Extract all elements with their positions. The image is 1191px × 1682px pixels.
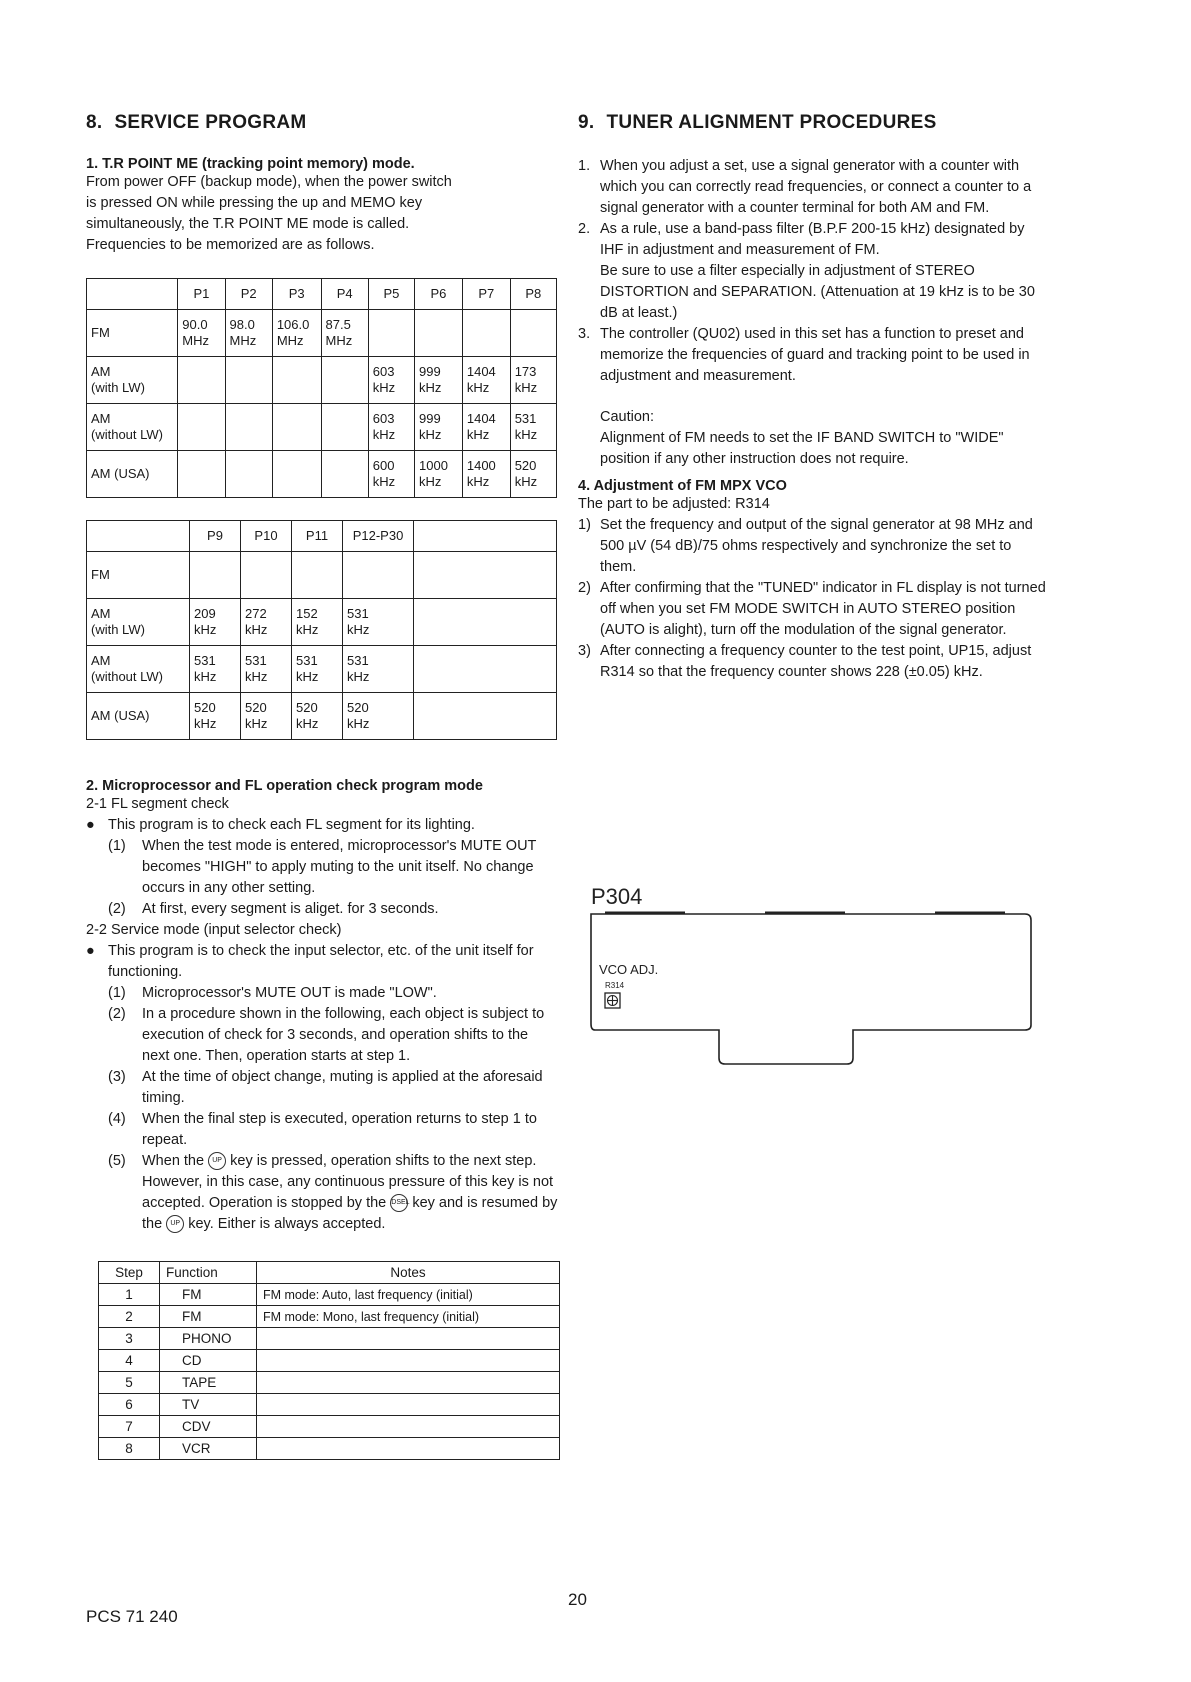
frequency-cell — [225, 451, 272, 498]
cell-unit: kHz — [514, 380, 538, 395]
cell-value: 531 — [194, 653, 216, 668]
frequency-cell — [241, 552, 292, 599]
model-number: PCS 71 240 — [86, 1607, 178, 1626]
section-9-title: 9. TUNER ALIGNMENT PROCEDURES — [578, 112, 937, 133]
dsel-key-icon: DSEL — [390, 1194, 408, 1212]
frequency-cell — [225, 357, 272, 404]
table-row — [99, 1350, 560, 1372]
bullet-icon: ● — [86, 943, 95, 959]
frequency-cell — [272, 404, 321, 451]
cell-value: 603 — [372, 364, 395, 379]
step-function: PHONO — [160, 1328, 257, 1350]
list-item: (2) In a procedure shown in the following, each object is subject to execution of check for 3 seconds, and operation shifts to the next one. Then, operation starts at step 1. — [108, 1006, 545, 1064]
list-item: (1) When the test mode is entered, microprocessor's MUTE OUT becomes "HIGH" to apply muting to the unit itself. No change occurs in any other setting. — [108, 838, 537, 896]
bullet-icon: ● — [86, 817, 95, 833]
row-label — [87, 552, 190, 599]
cell-value: 209 — [194, 606, 216, 621]
step-function: FM — [160, 1284, 257, 1306]
list-item: (1) Microprocessor's MUTE OUT is made "LOW". — [108, 985, 437, 1001]
row-label-line: (without LW) — [91, 669, 163, 684]
row-label-line: FM — [91, 567, 110, 582]
step-notes: FM mode: Auto, last frequency (initial) — [257, 1284, 560, 1306]
table-row — [87, 451, 557, 498]
table-header-row — [87, 521, 557, 552]
cell-value: 531 — [514, 411, 537, 426]
step-notes — [257, 1372, 560, 1394]
caution-text: Alignment of FM needs to set the IF BAND SWITCH to "WIDE" position if any other instruction does not require. — [600, 430, 1004, 467]
left-column — [86, 112, 558, 1460]
frequency-cell — [292, 693, 343, 740]
step-function: CD — [160, 1350, 257, 1372]
row-label — [87, 357, 178, 404]
cell-value: 152 — [296, 606, 318, 621]
frequency-table-p1-p8 — [86, 278, 557, 498]
right-column — [578, 112, 1048, 683]
column-header: P10 — [241, 521, 292, 552]
frequency-cell — [321, 357, 368, 404]
p304-title: P304 — [591, 884, 643, 909]
page-number: 20 — [568, 1590, 587, 1609]
row-label-line: (without LW) — [91, 427, 163, 442]
cell-unit: MHz — [325, 333, 353, 348]
bullet-fl-check: ● This program is to check each FL segment for its lighting. — [86, 815, 558, 836]
row-label-line: (with LW) — [91, 622, 145, 637]
frequency-cell — [368, 404, 414, 451]
table-row — [99, 1284, 560, 1306]
microprocessor-check-heading: 2. Microprocessor and FL operation check program mode — [86, 778, 483, 794]
frequency-cell — [462, 451, 510, 498]
row-label-line: (with LW) — [91, 380, 145, 395]
column-header: P8 — [510, 279, 556, 310]
row-label-line: AM (USA) — [91, 708, 150, 723]
frequency-cell — [510, 310, 556, 357]
step-function: FM — [160, 1306, 257, 1328]
tr-point-me-heading: 1. T.R POINT ME (tracking point memory) mode. — [86, 156, 415, 172]
cell-value: 1400 — [466, 458, 496, 473]
table-row — [87, 693, 557, 740]
frequency-cell — [321, 310, 368, 357]
cell-value: 520 — [194, 700, 216, 715]
table-row — [99, 1306, 560, 1328]
service-steps-table — [98, 1261, 560, 1460]
row-label-line: FM — [91, 325, 110, 340]
list-item-key-behavior: (5) When the UP key is pressed, operation shifts to the next step. However, in this case, any continuous pressure of this key is not accepted. Operation is stopped by the DSEL key and is resumed by the UP key. Either is always accepted. — [108, 1153, 558, 1232]
table-header-row — [99, 1262, 560, 1284]
frequency-cell — [272, 310, 321, 357]
frequency-cell — [241, 599, 292, 646]
frequency-cell — [414, 693, 557, 740]
frequency-cell — [225, 310, 272, 357]
row-label — [87, 646, 190, 693]
step-notes: FM mode: Mono, last frequency (initial) — [257, 1306, 560, 1328]
cell-value: 520 — [347, 700, 369, 715]
table-row — [99, 1394, 560, 1416]
board-outline — [591, 914, 1031, 1064]
table-row — [99, 1328, 560, 1350]
frequency-cell — [415, 357, 463, 404]
frequency-cell — [368, 357, 414, 404]
step-number: 1 — [99, 1284, 160, 1306]
frequency-cell — [225, 404, 272, 451]
step-notes — [257, 1350, 560, 1372]
list-item: (3) At the time of object change, muting is applied at the aforesaid timing. — [108, 1069, 543, 1106]
step-function: TAPE — [160, 1372, 257, 1394]
cell-unit: kHz — [296, 622, 319, 637]
cell-unit: kHz — [419, 427, 442, 442]
table-row — [87, 599, 557, 646]
row-label-line: AM — [91, 606, 111, 621]
cell-unit: kHz — [372, 380, 396, 395]
part-to-adjust: The part to be adjusted: R314 — [578, 496, 770, 512]
cell-value: 603 — [372, 411, 395, 426]
cell-unit: kHz — [245, 716, 268, 731]
up-key-icon: UP — [166, 1215, 184, 1233]
cell-unit: kHz — [466, 427, 490, 442]
cell-unit: kHz — [347, 669, 370, 684]
list-item: 3. The controller (QU02) used in this set has a function to preset and memorize the frequencies of guard and tracking point to be used in adjustment and measurement. — [578, 326, 1030, 384]
column-header: P2 — [225, 279, 272, 310]
table-row — [99, 1438, 560, 1460]
column-header — [87, 521, 190, 552]
frequency-cell — [190, 552, 241, 599]
row-label — [87, 693, 190, 740]
row-label-line: AM — [91, 653, 111, 668]
frequency-cell — [178, 404, 225, 451]
frequency-cell — [510, 451, 556, 498]
table-row — [99, 1416, 560, 1438]
cell-unit: kHz — [514, 474, 538, 489]
row-label — [87, 599, 190, 646]
table-header-row — [87, 279, 557, 310]
frequency-cell — [343, 646, 414, 693]
step-number: 8 — [99, 1438, 160, 1460]
row-label-line: AM (USA) — [91, 466, 150, 481]
p304-board-diagram — [585, 880, 1055, 1080]
column-header: P11 — [292, 521, 343, 552]
cell-unit: kHz — [466, 474, 490, 489]
frequency-cell — [415, 404, 463, 451]
step-function: VCR — [160, 1438, 257, 1460]
cell-unit: kHz — [419, 380, 442, 395]
cell-value: 98.0 — [229, 317, 255, 332]
bullet-input-selector: ● This program is to check the input selector, etc. of the unit itself for functioning. — [86, 943, 534, 980]
step-notes — [257, 1438, 560, 1460]
row-label — [87, 451, 178, 498]
cell-unit: kHz — [194, 622, 217, 637]
list-item: (4) When the final step is executed, operation returns to step 1 to repeat. — [108, 1111, 537, 1148]
section-8-title: 8. SERVICE PROGRAM — [86, 112, 307, 133]
step-number: 4 — [99, 1350, 160, 1372]
vco-adj-label: VCO ADJ. — [599, 962, 659, 977]
cell-unit: kHz — [347, 716, 370, 731]
cell-unit: MHz — [182, 333, 209, 348]
column-header: P4 — [321, 279, 368, 310]
cell-value: 272 — [245, 606, 267, 621]
frequency-cell — [292, 646, 343, 693]
cell-unit: kHz — [372, 474, 396, 489]
frequency-cell — [292, 599, 343, 646]
column-header: Notes — [257, 1262, 560, 1284]
cell-value: 531 — [296, 653, 318, 668]
column-header: P12-P30 — [343, 521, 414, 552]
step-function: CDV — [160, 1416, 257, 1438]
cell-unit: kHz — [296, 716, 319, 731]
cell-value: 600 — [372, 458, 395, 473]
cell-value: 531 — [245, 653, 267, 668]
table-row — [87, 404, 557, 451]
frequency-cell — [415, 451, 463, 498]
table-row — [87, 357, 557, 404]
frequency-cell — [343, 693, 414, 740]
frequency-cell — [414, 599, 557, 646]
step-notes — [257, 1394, 560, 1416]
column-header: P3 — [272, 279, 321, 310]
cell-value: 1000 — [419, 458, 448, 473]
column-header: P5 — [368, 279, 414, 310]
cell-value: 106.0 — [276, 317, 310, 332]
row-label-line: AM — [91, 364, 111, 379]
cell-unit: kHz — [514, 427, 538, 442]
column-header: P6 — [415, 279, 463, 310]
r314-label: R314 — [605, 981, 625, 990]
table-row — [87, 646, 557, 693]
step-number: 5 — [99, 1372, 160, 1394]
frequency-table-p9-p30 — [86, 520, 557, 740]
cell-value: 1404 — [466, 411, 496, 426]
up-key-icon: UP — [208, 1152, 226, 1170]
frequency-cell — [190, 693, 241, 740]
frequency-cell — [241, 646, 292, 693]
frequency-cell — [272, 451, 321, 498]
list-item: 1) Set the frequency and output of the signal generator at 98 MHz and 500 µV (54 dB)/75 ohms respectively and synchronize the set to them. — [578, 517, 1033, 575]
step-number: 6 — [99, 1394, 160, 1416]
list-item: (2) At first, every segment is aliget. for 3 seconds. — [108, 901, 439, 917]
row-label-line: AM — [91, 411, 111, 426]
frequency-cell — [462, 357, 510, 404]
cell-value: 531 — [347, 653, 369, 668]
step-notes — [257, 1416, 560, 1438]
frequency-cell — [178, 310, 225, 357]
step-number: 3 — [99, 1328, 160, 1350]
frequency-cell — [272, 357, 321, 404]
cell-unit: MHz — [229, 333, 257, 348]
cell-value: 520 — [514, 458, 537, 473]
cell-unit: kHz — [245, 669, 268, 684]
table-row — [87, 552, 557, 599]
table-row — [99, 1372, 560, 1394]
list-item: 2) After confirming that the "TUNED" indicator in FL display is not turned off when you set FM MODE SWITCH in AUTO STEREO position (AUTO is alight), turn off the modulation of the signal generator. — [578, 580, 1046, 638]
cell-value: 999 — [419, 364, 441, 379]
caution-block — [578, 407, 1048, 470]
frequency-cell — [368, 451, 414, 498]
cell-value: 531 — [347, 606, 369, 621]
cell-unit: kHz — [466, 380, 490, 395]
cell-value: 173 — [514, 364, 537, 379]
frequency-cell — [414, 552, 557, 599]
column-header: Function — [160, 1262, 257, 1284]
table-row — [87, 310, 557, 357]
caution-label: Caution: — [600, 409, 655, 425]
cell-value: 90.0 — [182, 317, 208, 332]
frequency-cell — [241, 693, 292, 740]
cell-value: 999 — [419, 411, 441, 426]
cell-unit: kHz — [194, 669, 217, 684]
list-item: 3) After connecting a frequency counter to the test point, UP15, adjust R314 so that the frequency counter shows 228 (±0.05) kHz. — [578, 643, 1032, 680]
frequency-cell — [510, 404, 556, 451]
cell-unit: MHz — [276, 333, 304, 348]
frequency-cell — [321, 451, 368, 498]
frequency-cell — [343, 552, 414, 599]
frequency-cell — [343, 599, 414, 646]
frequency-cell — [178, 451, 225, 498]
step-notes — [257, 1328, 560, 1350]
row-label — [87, 310, 178, 357]
column-header: P7 — [462, 279, 510, 310]
column-header — [87, 279, 178, 310]
row-label — [87, 404, 178, 451]
column-header — [414, 521, 557, 552]
cell-unit: kHz — [296, 669, 319, 684]
cell-value: 520 — [296, 700, 318, 715]
cell-unit: kHz — [245, 622, 268, 637]
column-header: P9 — [190, 521, 241, 552]
frequency-cell — [321, 404, 368, 451]
cell-unit: kHz — [194, 716, 217, 731]
frequency-cell — [190, 646, 241, 693]
cell-unit: kHz — [372, 427, 396, 442]
step-number: 2 — [99, 1306, 160, 1328]
cell-value: 1404 — [466, 364, 496, 379]
step-function: TV — [160, 1394, 257, 1416]
cell-unit: kHz — [347, 622, 370, 637]
frequency-cell — [190, 599, 241, 646]
frequency-cell — [178, 357, 225, 404]
column-header: P1 — [178, 279, 225, 310]
step-number: 7 — [99, 1416, 160, 1438]
cell-unit: kHz — [419, 474, 442, 489]
frequency-cell — [414, 646, 557, 693]
frequency-cell — [510, 357, 556, 404]
fl-segment-check-title: 2-1 FL segment check — [86, 796, 229, 812]
frequency-cell — [292, 552, 343, 599]
frequency-cell — [368, 310, 414, 357]
frequency-cell — [462, 310, 510, 357]
frequency-cell — [462, 404, 510, 451]
frequency-cell — [415, 310, 463, 357]
service-mode-title: 2-2 Service mode (input selector check) — [86, 922, 342, 938]
tr-point-me-text: From power OFF (backup mode), when the power switch is pressed ON while pressing the up and MEMO key simultaneously, the T.R POINT ME mode is called. Frequencies to be memorized are as follows. — [86, 174, 452, 253]
cell-value: 520 — [245, 700, 267, 715]
column-header: Step — [99, 1262, 160, 1284]
cell-value: 87.5 — [325, 317, 351, 332]
list-item: 1. When you adjust a set, use a signal generator with a counter with which you can correctly read frequencies, or connect a counter to a signal generator with a counter terminal for both AM and FM. — [578, 158, 1032, 216]
mpx-vco-heading: 4. Adjustment of FM MPX VCO — [578, 478, 787, 494]
list-item: 2. As a rule, use a band-pass filter (B.P.F 200-15 kHz) designated by IHF in adjustment and measurement of FM. Be sure to use a filter especially in adjustment of STEREO DISTORTION and SEPARATION. (Attenuation at 19 kHz is to be 30 dB at least.) — [578, 221, 1035, 321]
